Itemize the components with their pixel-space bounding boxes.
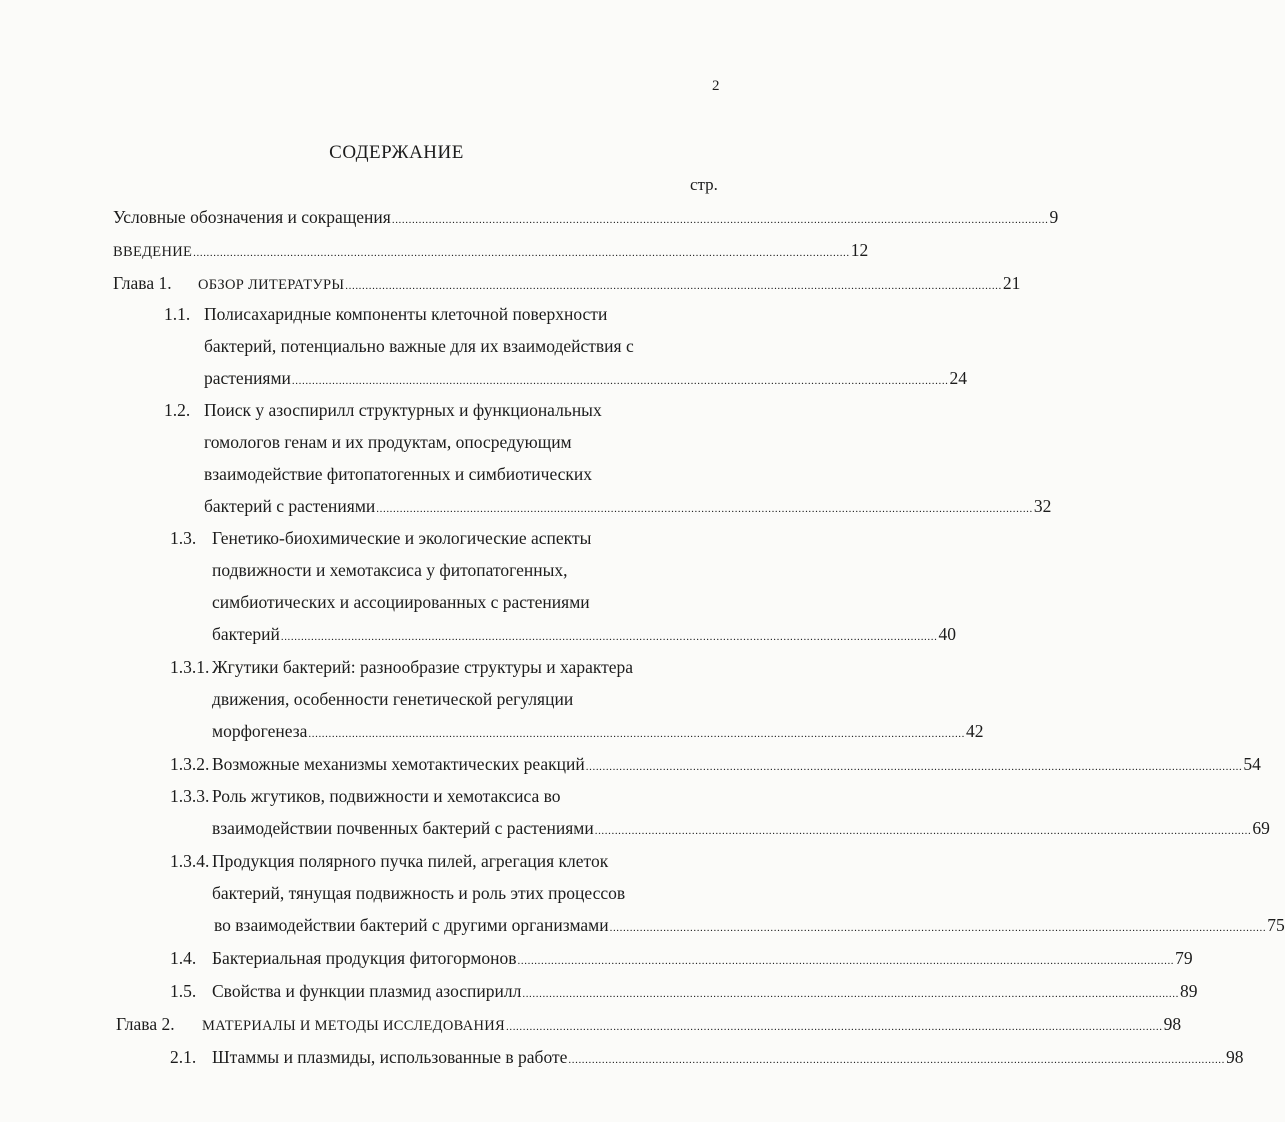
leader-dots: ....................................................................................................................................................................................................: [376, 503, 1033, 515]
toc-entry-1-2-line: взаимодействие фитопатогенных и симбиотических: [204, 464, 593, 484]
toc-entry-1-3-1-line: движения, особенности генетической регуляции: [212, 689, 574, 709]
leader-dots: ....................................................................................................................................................................................................: [308, 728, 966, 740]
toc-entry-1-1-line: бактерий, потенциально важные для их взаимодействия с: [204, 336, 634, 356]
leader-dots: ....................................................................................................................................................................................................: [291, 375, 949, 387]
toc-number: 1.5.: [170, 981, 197, 1001]
toc-entry-1-3-1[interactable]: 1.3.1. Жгутики бактерий: разнообразие структуры и характера: [170, 653, 633, 681]
toc-page: 54: [1243, 754, 1261, 774]
toc-entry-1-3-line: подвижности и хемотаксиса у фитопатогенных,: [212, 560, 568, 580]
page-number: 2: [712, 78, 720, 94]
toc-entry-2-1[interactable]: 2.1. Штаммы и плазмиды, использованные в работе .................................................................................................................................................................................................... 98: [170, 1043, 720, 1071]
leader-dots: ....................................................................................................................................................................................................: [594, 825, 1252, 837]
toc-page: 75: [1267, 915, 1285, 935]
toc-entry-chapter-1[interactable]: Глава 1. ОБЗОР ЛИТЕРАТУРЫ .................................................................................................................................................................................................... 21: [113, 269, 719, 297]
toc-entry-1-3-4-line: бактерий, тянущая подвижность и роль этих процессов: [212, 883, 626, 903]
leader-dots: ....................................................................................................................................................................................................: [609, 922, 1267, 934]
toc-number: Глава 2.: [116, 1014, 175, 1034]
toc-entry-introduction[interactable]: ВВЕДЕНИЕ .................................................................................................................................................................................................... 12: [113, 236, 719, 264]
leader-dots: ....................................................................................................................................................................................................: [345, 280, 1002, 292]
toc-entry-1-3-4[interactable]: 1.3.4. Продукция полярного пучка пилей, агрегация клеток: [170, 847, 608, 875]
toc-entry-1-4[interactable]: 1.4. Бактериальная продукция фитогормонов .................................................................................................................................................................................................... 79: [170, 944, 719, 972]
toc-page: 98: [1226, 1047, 1244, 1067]
toc-page: 98: [1163, 1014, 1182, 1034]
leader-dots: ....................................................................................................................................................................................................: [585, 761, 1243, 773]
leader-dots: ....................................................................................................................................................................................................: [280, 631, 938, 643]
toc-entry-1-1[interactable]: 1.1. Полисахаридные компоненты клеточной поверхности: [164, 300, 607, 328]
toc-number: 1.3.1.: [170, 657, 210, 677]
toc-number: 1.3.: [170, 528, 197, 548]
page-column-label: стр.: [690, 175, 718, 194]
toc-entry-1-5[interactable]: 1.5. Свойства и функции плазмид азоспирилл .................................................................................................................................................................................................... 89: [170, 977, 719, 1005]
leader-dots: ....................................................................................................................................................................................................: [568, 1054, 1226, 1066]
leader-dots: ....................................................................................................................................................................................................: [506, 1021, 1163, 1033]
toc-entry-chapter-2[interactable]: Глава 2. МАТЕРИАЛЫ И МЕТОДЫ ИССЛЕДОВАНИЯ .................................................................................................................................................................................................... 98: [116, 1010, 720, 1038]
leader-dots: ....................................................................................................................................................................................................: [391, 214, 1049, 226]
toc-entry-1-2[interactable]: 1.2. Поиск у азоспирилл структурных и функциональных: [164, 396, 602, 424]
toc-page: 79: [1175, 948, 1193, 968]
toc-number: 1.3.4.: [170, 851, 210, 871]
toc-number: 1.1.: [164, 304, 191, 324]
toc-entry-1-3[interactable]: 1.3. Генетико-биохимические и экологические аспекты: [170, 524, 591, 552]
page-title: СОДЕРЖАНИЕ: [329, 142, 464, 163]
toc-number: 1.3.3.: [170, 786, 210, 806]
toc-page: 12: [850, 240, 869, 260]
toc-entry-1-3-3[interactable]: 1.3.3. Роль жгутиков, подвижности и хемотаксиса во: [170, 782, 561, 810]
toc-entry-1-3-3-last[interactable]: взаимодействии почвенных бактерий с растениями .................................................................................................................................................................................................... 69: [212, 814, 719, 842]
toc-page: 40: [938, 624, 956, 644]
leader-dots: ....................................................................................................................................................................................................: [522, 988, 1179, 1000]
toc-number: 2.1.: [170, 1047, 197, 1067]
toc-number: 1.2.: [164, 400, 191, 420]
leader-dots: ....................................................................................................................................................................................................: [193, 247, 850, 259]
toc-page: 69: [1252, 818, 1270, 838]
toc-page: 21: [1002, 273, 1021, 293]
toc-page: 89: [1179, 981, 1198, 1001]
toc-entry-1-3-line: симбиотических и ассоциированных с растениями: [212, 592, 590, 612]
toc-number: Глава 1.: [113, 273, 172, 293]
toc-entry-1-2-last[interactable]: бактерий с растениями .................................................................................................................................................................................................... 32: [204, 492, 719, 520]
toc-page: 9: [1049, 207, 1059, 227]
toc-entry-abbreviations[interactable]: Условные обозначения и сокращения .................................................................................................................................................................................................... 9: [113, 203, 719, 231]
toc-entry-1-3-4-last[interactable]: во взаимодействии бактерий с другими организмами .................................................................................................................................................................................................... 75: [214, 911, 719, 939]
leader-dots: ....................................................................................................................................................................................................: [517, 955, 1175, 967]
toc-page: 32: [1033, 496, 1052, 516]
toc-number: 1.3.2.: [170, 754, 210, 774]
toc-entry-1-3-last[interactable]: бактерий .................................................................................................................................................................................................... 40: [212, 620, 719, 648]
toc-entry-1-1-last[interactable]: растениями .................................................................................................................................................................................................... 24: [204, 364, 719, 392]
toc-entry-1-2-line: гомологов генам и их продуктам, опосредующим: [204, 432, 572, 452]
toc-page: 24: [949, 368, 968, 388]
toc-number: 1.4.: [170, 948, 197, 968]
toc-entry-1-3-1-last[interactable]: морфогенеза .................................................................................................................................................................................................... 42: [212, 717, 719, 745]
toc-entry-1-3-2[interactable]: 1.3.2. Возможные механизмы хемотактических реакций .................................................................................................................................................................................................... 54: [170, 750, 719, 778]
toc-page: 42: [966, 721, 984, 741]
